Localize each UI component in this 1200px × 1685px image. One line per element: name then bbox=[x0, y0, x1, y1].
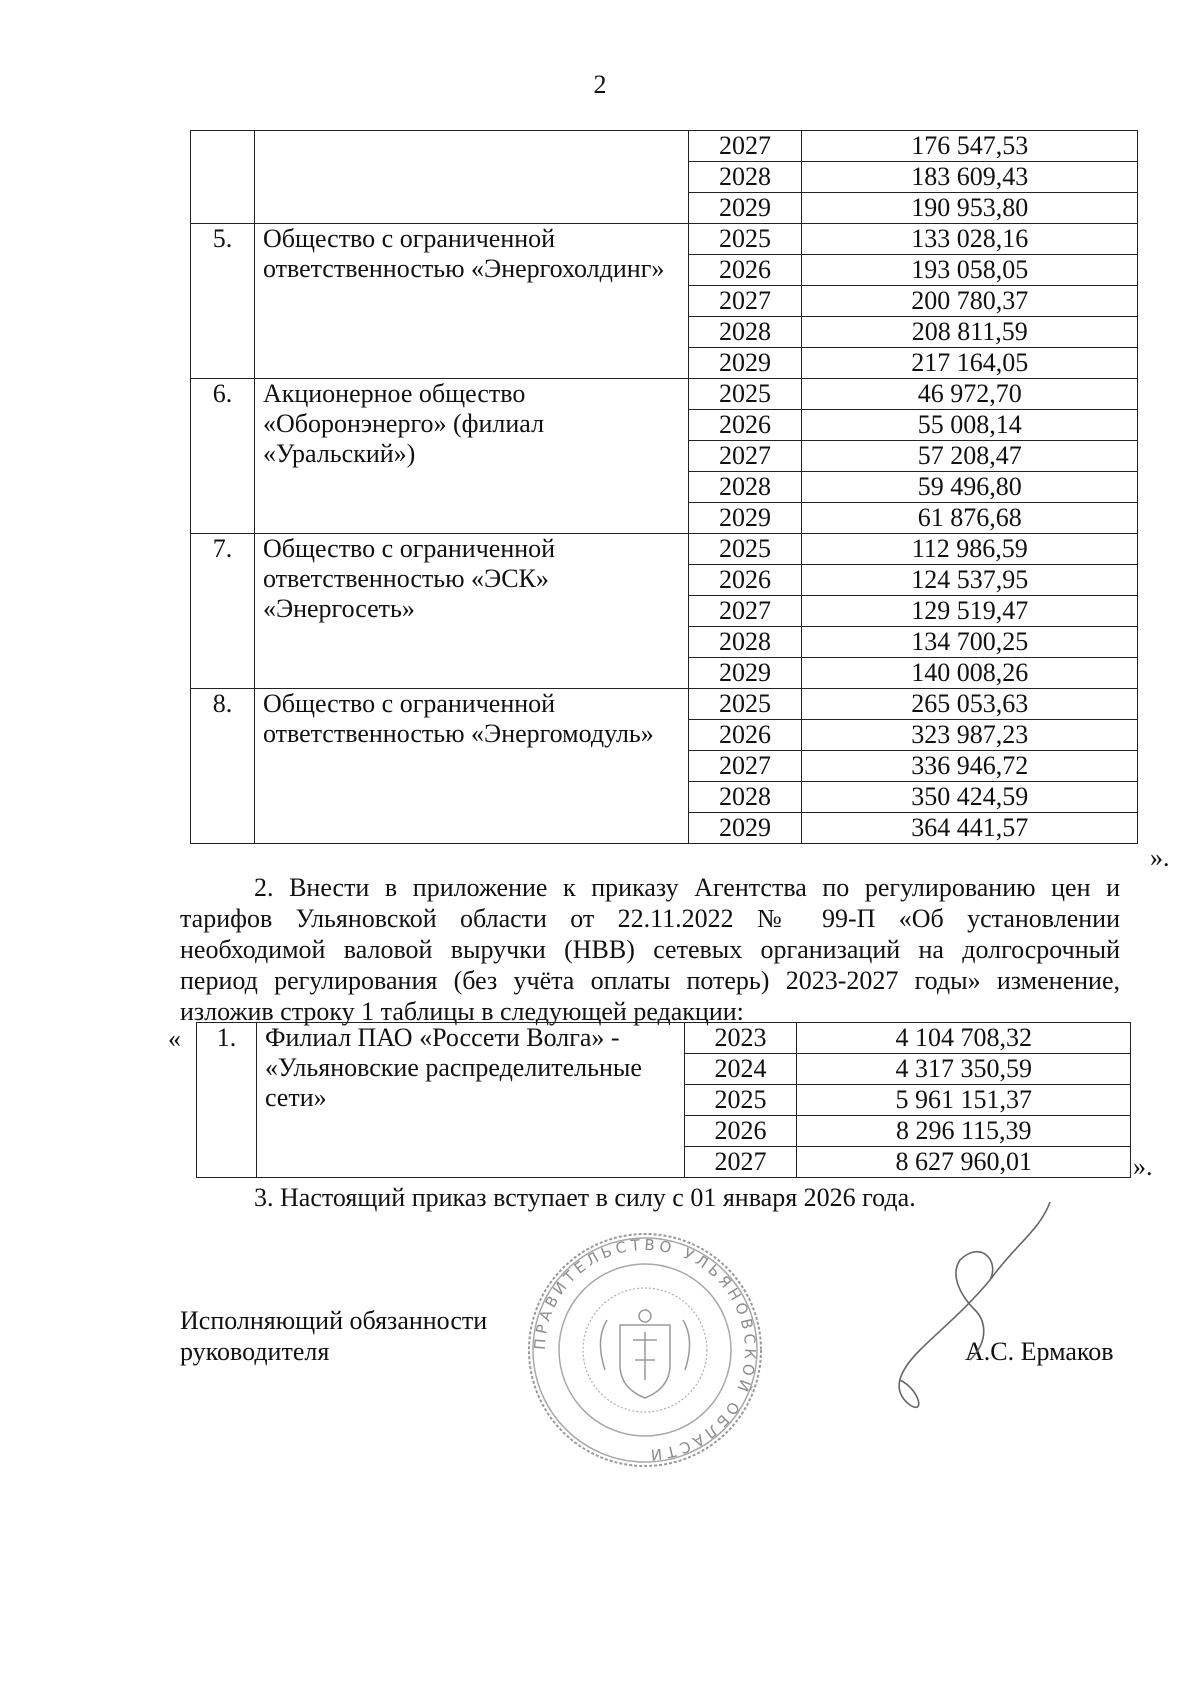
value-cell: 176 547,53 bbox=[802, 131, 1138, 162]
page-number: 2 bbox=[593, 70, 607, 99]
table2-closing-quote: ». bbox=[1133, 1152, 1153, 1181]
value-cell: 200 780,37 bbox=[802, 286, 1138, 317]
year-cell: 2027 bbox=[688, 441, 802, 472]
value-cell: 336 946,72 bbox=[802, 751, 1138, 782]
value-cell: 323 987,23 bbox=[802, 720, 1138, 751]
value-cell: 112 986,59 bbox=[802, 534, 1138, 565]
seal-text: ПРАВИТЕЛЬСТВО УЛЬЯНОВСКОЙ ОБЛАСТИ bbox=[530, 1235, 760, 1465]
value-cell: 46 972,70 bbox=[802, 379, 1138, 410]
year-cell: 2028 bbox=[688, 317, 802, 348]
value-cell: 208 811,59 bbox=[802, 317, 1138, 348]
year-cell: 2027 bbox=[688, 286, 802, 317]
amendment-table bbox=[196, 1022, 1131, 1178]
value-cell: 8 296 115,39 bbox=[797, 1116, 1131, 1147]
signature bbox=[840, 1200, 1080, 1420]
year-cell: 2027 bbox=[684, 1147, 797, 1178]
signer-position: Исполняющий обязанности руководителя bbox=[180, 1306, 488, 1366]
table2-opening-quote: « bbox=[168, 1024, 181, 1053]
year-cell: 2025 bbox=[684, 1085, 797, 1116]
table-row bbox=[191, 131, 1138, 162]
signer-name: А.С. Ермаков bbox=[965, 1337, 1114, 1366]
value-cell: 124 537,95 bbox=[802, 565, 1138, 596]
year-cell: 2026 bbox=[688, 565, 802, 596]
value-cell: 183 609,43 bbox=[802, 162, 1138, 193]
organization-name: Общество с ограниченной ответственностью «Энергомодуль» bbox=[254, 689, 688, 844]
year-cell: 2029 bbox=[688, 193, 802, 224]
year-cell: 2025 bbox=[688, 534, 802, 565]
value-cell: 193 058,05 bbox=[802, 255, 1138, 286]
table-row bbox=[197, 1023, 1131, 1054]
value-cell: 190 953,80 bbox=[802, 193, 1138, 224]
year-cell: 2028 bbox=[688, 472, 802, 503]
year-cell: 2028 bbox=[688, 627, 802, 658]
year-cell: 2029 bbox=[688, 658, 802, 689]
value-cell: 8 627 960,01 bbox=[797, 1147, 1131, 1178]
organization-name: Акционерное общество «Оборонэнерго» (филиал «Уральский») bbox=[254, 379, 688, 534]
value-cell: 5 961 151,37 bbox=[797, 1085, 1131, 1116]
table-row bbox=[191, 689, 1138, 720]
year-cell: 2025 bbox=[688, 224, 802, 255]
value-cell: 134 700,25 bbox=[802, 627, 1138, 658]
year-cell: 2029 bbox=[688, 348, 802, 379]
organization-name bbox=[254, 131, 688, 224]
year-cell: 2027 bbox=[688, 751, 802, 782]
table1-closing-quote: ». bbox=[1150, 843, 1170, 872]
value-cell: 364 441,57 bbox=[802, 813, 1138, 844]
coat-of-arms-icon bbox=[600, 1310, 689, 1398]
value-cell: 4 104 708,32 bbox=[797, 1023, 1131, 1054]
row-number: 1. bbox=[197, 1023, 257, 1178]
value-cell: 265 053,63 bbox=[802, 689, 1138, 720]
tariff-table bbox=[190, 130, 1138, 844]
organization-name: Общество с ограниченной ответственностью «ЭСК» «Энергосеть» bbox=[254, 534, 688, 689]
value-cell: 61 876,68 bbox=[802, 503, 1138, 534]
value-cell: 129 519,47 bbox=[802, 596, 1138, 627]
year-cell: 2025 bbox=[688, 689, 802, 720]
organization-name: Филиал ПАО «Россети Волга» - «Ульяновские распределительные сети» bbox=[256, 1023, 684, 1178]
year-cell: 2028 bbox=[688, 782, 802, 813]
year-cell: 2028 bbox=[688, 162, 802, 193]
year-cell: 2027 bbox=[688, 131, 802, 162]
table-row bbox=[191, 224, 1138, 255]
year-cell: 2024 bbox=[684, 1054, 797, 1085]
value-cell: 133 028,16 bbox=[802, 224, 1138, 255]
row-number bbox=[191, 131, 255, 224]
value-cell: 4 317 350,59 bbox=[797, 1054, 1131, 1085]
row-number: 7. bbox=[191, 534, 255, 689]
table-row bbox=[191, 534, 1138, 565]
year-cell: 2026 bbox=[688, 720, 802, 751]
year-cell: 2029 bbox=[688, 503, 802, 534]
row-number: 6. bbox=[191, 379, 255, 534]
value-cell: 57 208,47 bbox=[802, 441, 1138, 472]
year-cell: 2025 bbox=[688, 379, 802, 410]
row-number: 8. bbox=[191, 689, 255, 844]
paragraph-3: 3. Настоящий приказ вступает в силу с 01 января 2026 года. bbox=[254, 1183, 916, 1212]
value-cell: 140 008,26 bbox=[802, 658, 1138, 689]
value-cell: 55 008,14 bbox=[802, 410, 1138, 441]
row-number: 5. bbox=[191, 224, 255, 379]
year-cell: 2026 bbox=[684, 1116, 797, 1147]
official-seal bbox=[525, 1230, 765, 1470]
value-cell: 59 496,80 bbox=[802, 472, 1138, 503]
year-cell: 2026 bbox=[688, 410, 802, 441]
table-row bbox=[191, 379, 1138, 410]
year-cell: 2029 bbox=[688, 813, 802, 844]
paragraph-2: 2. Внести в приложение к приказу Агентства по регулированию цен и тарифов Ульяновской области от 22.11.2022 № 99-П «Об установлении необходимой валовой выручки (НВВ) сетевых организаций на долгосрочный период регулирования (без учёта оплаты потерь) 2023-2027 годы» изменение, изложив строку 1 таблицы в следующей редакции: bbox=[180, 873, 1120, 1026]
value-cell: 217 164,05 bbox=[802, 348, 1138, 379]
organization-name: Общество с ограниченной ответственностью «Энергохолдинг» bbox=[254, 224, 688, 379]
year-cell: 2023 bbox=[684, 1023, 797, 1054]
year-cell: 2027 bbox=[688, 596, 802, 627]
value-cell: 350 424,59 bbox=[802, 782, 1138, 813]
year-cell: 2026 bbox=[688, 255, 802, 286]
